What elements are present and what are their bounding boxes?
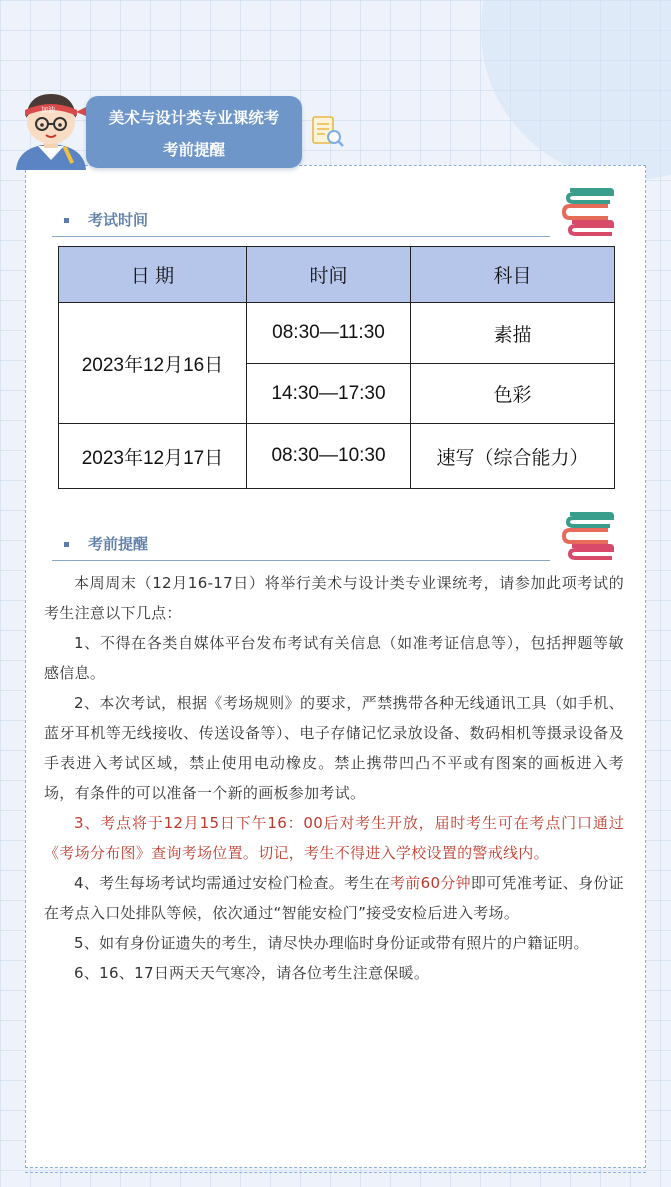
notice-item-3: 3、考点将于12月15日下午16：00后对考生开放，届时考生可在考点门口通过《考场分布图》查询考场位置。切记，考生不得进入学校设置的警戒线内。 — [44, 814, 624, 862]
notice-item-4-part-a: 4、考生每场考试均需通过安检门检查。考生在 — [74, 874, 390, 892]
notice-intro: 本周周末（12月16-17日）将举行美术与设计类专业课统考，请参加此项考试的考生注意以下几点： — [44, 574, 624, 622]
subject-cell: 素描 — [411, 303, 615, 364]
document-magnifier-icon — [307, 114, 347, 150]
banner-subtitle: 考前提醒 — [162, 141, 225, 159]
time-cell: 08:30—11:30 — [247, 303, 411, 364]
notice-body — [44, 568, 624, 988]
section-title: 考试时间 — [88, 211, 149, 229]
bullet-square-icon — [64, 542, 69, 547]
header-date: 日 期 — [59, 247, 247, 303]
bottom-divider — [25, 1172, 646, 1173]
books-icon — [560, 184, 618, 240]
exam-schedule-table — [58, 246, 615, 489]
subject-cell: 色彩 — [411, 363, 615, 424]
notice-item-5: 5、如有身份证遗失的考生，请尽快办理临时身份证或带有照片的户籍证明。 — [74, 934, 589, 952]
notice-item-4-part-b: 即可凭准考证、身份证在考点入口处排队等候，依次通过“智能安检门”接受安检后进入考场。 — [44, 874, 624, 922]
notice-item-2: 2、本次考试，根据《考场规则》的要求，严禁携带各种无线通讯工具（如手机、蓝牙耳机等无线接收、传送设备等）、电子存储记忆录放设备、数码相机等摄录设备及手表进入考试区域，禁止使用电动橡皮。禁止携带凹凸不平或有图案的画板进入考场，有条件的可以准备一个新的画板参加考试。 — [44, 694, 624, 802]
bullet-square-icon — [64, 218, 69, 223]
header-time: 时间 — [247, 247, 411, 303]
table-row — [59, 424, 615, 489]
banner-title: 美术与设计类专业课统考 — [108, 109, 280, 127]
date-cell: 2023年12月16日 — [59, 303, 247, 424]
table-row — [59, 303, 615, 364]
section-header-reminder — [52, 530, 550, 561]
section-title: 考前提醒 — [88, 535, 149, 553]
date-cell: 2023年12月17日 — [59, 424, 247, 489]
background-circle — [481, 0, 671, 180]
student-avatar-icon — [8, 84, 94, 170]
subject-cell: 速写（综合能力） — [411, 424, 615, 489]
notice-item-4-highlight: 考前60分钟 — [390, 874, 471, 892]
time-cell: 08:30—10:30 — [247, 424, 411, 489]
books-icon — [560, 508, 618, 564]
notice-item-1: 1、不得在各类自媒体平台发布考试有关信息（如准考证信息等），包括押题等敏感信息。 — [44, 634, 624, 682]
header-subject: 科目 — [411, 247, 615, 303]
title-banner — [86, 96, 302, 168]
time-cell: 14:30—17:30 — [247, 363, 411, 424]
headband-text: 加油 — [41, 106, 55, 114]
notice-item-4 — [44, 868, 624, 928]
notice-item-6: 6、16、17日两天天气寒冷，请各位考生注意保暖。 — [74, 964, 430, 982]
section-header-exam-time — [52, 206, 550, 237]
